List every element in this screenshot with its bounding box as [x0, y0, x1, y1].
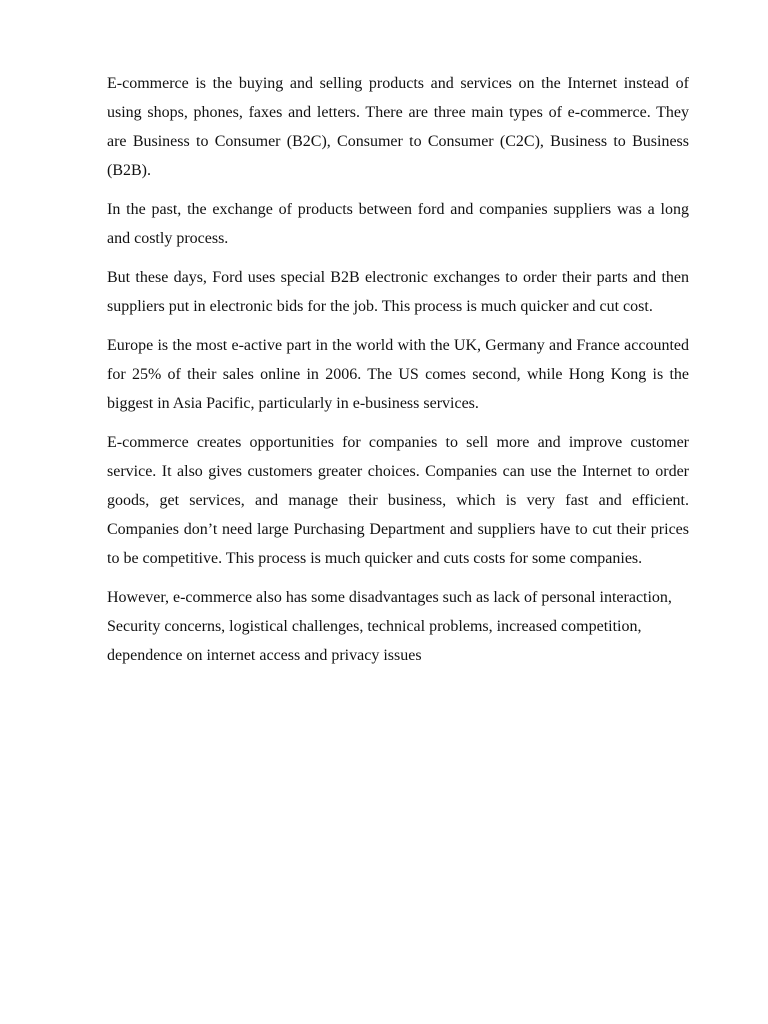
document-body: [107, 69, 689, 680]
paragraph-ford-past: In the past, the exchange of products between ford and companies suppliers was a long and costly process.: [107, 201, 689, 247]
paragraph-ecommerce-definition: E-commerce is the buying and selling products and services on the Internet instead of using shops, phones, faxes and letters. There are three main types of e-commerce. They are Business to Consumer (B2C), Consumer to Consumer (C2C), Business to Business (B2B).: [107, 75, 689, 179]
paragraph-opportunities: E-commerce creates opportunities for companies to sell more and improve customer service. It also gives customers greater choices. Companies can use the Internet to order goods, get services, and manage their business, which is very fast and efficient. Companies don’t need large Purchasing Department and suppliers have to cut their prices to be competitive. This process is much quicker and cuts costs for some companies.: [107, 434, 689, 567]
paragraph-ford-b2b: But these days, Ford uses special B2B electronic exchanges to order their parts and then suppliers put in electronic bids for the job. This process is much quicker and cut cost.: [107, 269, 689, 315]
paragraph-disadvantages: However, e-commerce also has some disadvantages such as lack of personal interaction, Security concerns, logistical challenges, technical problems, increased competition, dependence on internet access and privacy issues: [107, 589, 672, 664]
paragraph-europe: Europe is the most e-active part in the world with the UK, Germany and France accounted for 25% of their sales online in 2006. The US comes second, while Hong Kong is the biggest in Asia Pacific, particularly in e-business services.: [107, 337, 689, 412]
